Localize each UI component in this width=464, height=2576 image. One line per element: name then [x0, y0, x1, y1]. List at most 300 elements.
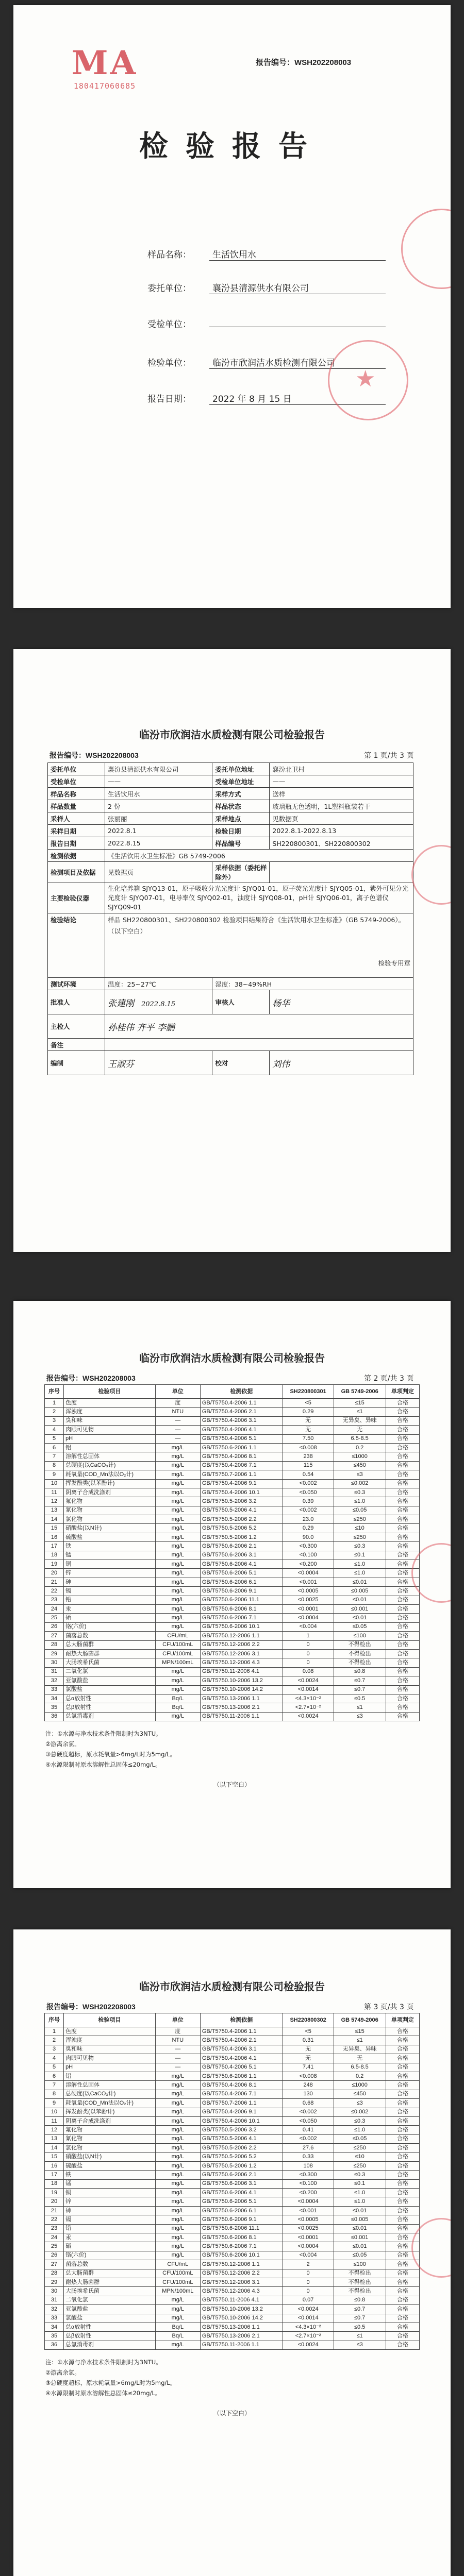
- value-cell: 送样: [270, 788, 413, 800]
- table-row: [45, 2287, 420, 2296]
- table-cell: mg/L: [155, 2134, 200, 2143]
- table-cell: 0: [283, 1649, 334, 1658]
- table-cell: 合格: [386, 2242, 419, 2251]
- table-cell: mg/L: [155, 1569, 200, 1578]
- table-cell: GB/T5750.12-2006 2.2: [200, 1640, 283, 1649]
- table-cell: 6: [45, 2072, 64, 2080]
- table-cell: 合格: [386, 1497, 419, 1506]
- table-cell: 35: [45, 1703, 64, 1712]
- page-header: 临汾市欣润洁水质检测有限公司检验报告: [139, 1352, 325, 1364]
- table-cell: GB/T5750.6-2006 6.1: [200, 2206, 283, 2215]
- table-cell: ≤250: [334, 1515, 386, 1524]
- table-cell: 1: [283, 1632, 334, 1640]
- table-cell: 合格: [386, 2063, 419, 2072]
- table-cell: mg/L: [155, 1452, 200, 1461]
- conclusion-cell: [105, 913, 413, 978]
- table-cell: 30: [45, 2287, 64, 2296]
- table-cell: 合格: [386, 2269, 419, 2278]
- table-cell: mg/L: [155, 1667, 200, 1676]
- table-cell: 5: [45, 2063, 64, 2072]
- table-cell: GB/T5750.4-2006 7.1: [200, 1461, 283, 1470]
- table-cell: GB/T5750.12-2006 4.3: [200, 2287, 283, 2296]
- table-cell: ≤1.0: [334, 2197, 386, 2206]
- table-cell: 26: [45, 2251, 64, 2260]
- check-label: 校对: [212, 1051, 270, 1075]
- table-cell: 合格: [386, 1542, 419, 1551]
- table-cell: 23: [45, 1596, 64, 1604]
- table-cell: mg/L: [155, 1712, 200, 1721]
- table-cell: ≤0.05: [334, 2134, 386, 2143]
- table-cell: 耗氧量(COD_Mn法以O₂计): [64, 1470, 156, 1479]
- table-cell: ≤0.5: [334, 1694, 386, 1703]
- label-cell: 采样日期: [48, 825, 105, 837]
- table-row: [45, 2206, 420, 2215]
- table-cell: 合格: [386, 1712, 419, 1721]
- table-cell: 合格: [386, 1416, 419, 1425]
- table-cell: mg/L: [155, 2099, 200, 2108]
- table-cell: CFU/100mL: [155, 1640, 200, 1649]
- table-row: [45, 1399, 420, 1408]
- table-cell: ≤0.8: [334, 2296, 386, 2304]
- table-cell: 1: [45, 2027, 64, 2036]
- table-cell: GB/T5750.6-2006 9.1: [200, 2215, 283, 2224]
- table-row: [45, 1578, 420, 1586]
- table-cell: 22: [45, 1587, 64, 1596]
- table-cell: 0.2: [334, 1443, 386, 1452]
- table-cell: 合格: [386, 1667, 419, 1676]
- table-cell: ≤3: [334, 2341, 386, 2349]
- table-cell: 0.08: [283, 1667, 334, 1676]
- table-cell: —: [155, 1416, 200, 1425]
- table-cell: GB/T5750.11-2006 4.1: [200, 1667, 283, 1676]
- table-row: [45, 1416, 420, 1425]
- cover-row-label: 委托单位：: [147, 283, 191, 294]
- note-line: ②游离余氯。: [45, 1740, 80, 1748]
- label-cell: 受检单位: [48, 775, 105, 788]
- table-cell: 度: [155, 2027, 200, 2036]
- table-cell: ≤0.01: [334, 2242, 386, 2251]
- label-cell: 样品编号: [212, 837, 270, 850]
- table-cell: mg/L: [155, 2072, 200, 2080]
- table-cell: ≤0.05: [334, 1622, 386, 1631]
- table-cell: mg/L: [155, 2144, 200, 2153]
- table-cell: 12: [45, 2126, 64, 2134]
- table-cell: 合格: [386, 1551, 419, 1560]
- table-cell: mg/L: [155, 2126, 200, 2134]
- table-cell: 7.50: [283, 1434, 334, 1443]
- table-row: [45, 1551, 420, 1560]
- table-cell: GB/T5750.6-2006 4.1: [200, 1560, 283, 1569]
- table-cell: 3: [45, 2045, 64, 2054]
- table-row: [45, 1443, 420, 1452]
- table-cell: ≤0.3: [334, 1542, 386, 1551]
- value-cell: ——: [270, 775, 413, 788]
- table-row: [45, 1461, 420, 1470]
- table-cell: <0.0004: [283, 1569, 334, 1578]
- label-cell: 采样人: [48, 812, 105, 825]
- table-cell: GB/T5750.5-2006 2.2: [200, 1515, 283, 1524]
- table-cell: GB/T5750.6-2006 6.1: [200, 1578, 283, 1586]
- table-cell: GB/T5750.13-2006 2.1: [200, 2332, 283, 2341]
- table-row: [45, 1712, 420, 1721]
- table-cell: GB/T5750.13-2006 1.1: [200, 2323, 283, 2331]
- column-header: 单项判定: [386, 1385, 419, 1399]
- table-cell: 二氧化氯: [64, 1667, 156, 1676]
- table-cell: ≤0.01: [334, 2224, 386, 2233]
- table-cell: <0.001: [283, 1578, 334, 1586]
- table-cell: 7: [45, 1452, 64, 1461]
- table-cell: ≤0.05: [334, 2251, 386, 2260]
- table-row: [48, 978, 413, 990]
- table-cell: 总α放射性: [64, 1694, 156, 1703]
- table-cell: ≤10: [334, 1524, 386, 1533]
- cover-page: [13, 5, 451, 608]
- cover-row-sample: [147, 247, 386, 261]
- table-cell: GB/T5750.4-2006 4.1: [200, 2054, 283, 2063]
- table-row: [48, 1051, 413, 1075]
- column-header: 检验项目: [64, 2013, 156, 2027]
- table-cell: 合格: [386, 1524, 419, 1533]
- table-row: [45, 2189, 420, 2197]
- table-cell: 25: [45, 1614, 64, 1622]
- label-cell: 采样地点: [212, 812, 270, 825]
- table-cell: 合格: [386, 2116, 419, 2125]
- table-cell: mg/L: [155, 1497, 200, 1506]
- table-notes: [45, 1728, 176, 1770]
- note-line: ③总硬度超标，原水耗氧量>6mg/L时为5mg/L。: [45, 2379, 176, 2386]
- table-cell: 10: [45, 1479, 64, 1488]
- table-cell: 铁: [64, 1542, 156, 1551]
- table-cell: mg/L: [155, 2081, 200, 2090]
- table-cell: 2: [45, 1408, 64, 1416]
- table-cell: 色度: [64, 1399, 156, 1408]
- table-cell: —: [155, 1426, 200, 1434]
- table-cell: mg/L: [155, 2189, 200, 2197]
- info-table: [47, 762, 413, 1075]
- table-cell: 铬(六价): [64, 1622, 156, 1631]
- table-cell: mg/L: [155, 1506, 200, 1515]
- table-cell: 挥发酚类(以苯酚计): [64, 1479, 156, 1488]
- label-cell: 委托单位地址: [212, 763, 270, 775]
- table-cell: 合格: [386, 2197, 419, 2206]
- table-row: [45, 2341, 420, 2349]
- table-cell: 14: [45, 2144, 64, 2153]
- table-cell: 2: [45, 2036, 64, 2045]
- table-cell: mg/L: [155, 2305, 200, 2314]
- table-cell: 氰化物: [64, 2134, 156, 2143]
- label-cell: 采样方式: [212, 788, 270, 800]
- table-cell: GB/T5750.11-2006 1.1: [200, 1712, 283, 1721]
- remark-label: 备注: [48, 1039, 105, 1051]
- table-cell: <0.050: [283, 2116, 334, 2125]
- table-row: [45, 2063, 420, 2072]
- table-cell: ≤0.005: [334, 2215, 386, 2224]
- table-cell: mg/L: [155, 2215, 200, 2224]
- table-row: [45, 1515, 420, 1524]
- table-cell: CFU/100mL: [155, 1649, 200, 1658]
- table-cell: 6: [45, 1443, 64, 1452]
- table-cell: GB/T5750.4-2006 5.1: [200, 2063, 283, 2072]
- table-cell: 合格: [386, 2153, 419, 2161]
- table-cell: 度: [155, 1399, 200, 1408]
- table-cell: 合格: [386, 1622, 419, 1631]
- table-cell: 合格: [386, 2054, 419, 2063]
- method-label: 采样依据（委托样除外）: [212, 862, 270, 883]
- table-cell: GB/T5750.4-2006 8.1: [200, 1452, 283, 1461]
- table-cell: 34: [45, 1694, 64, 1703]
- table-cell: <0.0005: [283, 1587, 334, 1596]
- data-table: [44, 2013, 420, 2350]
- table-cell: 砷: [64, 1578, 156, 1586]
- table-row: [45, 2215, 420, 2224]
- table-cell: CFU/mL: [155, 1632, 200, 1640]
- approver-cell: [105, 990, 212, 1014]
- table-cell: GB/T5750.13-2006 1.1: [200, 1694, 283, 1703]
- table-cell: <0.200: [283, 1560, 334, 1569]
- table-cell: GB/T5750.6-2006 3.1: [200, 1551, 283, 1560]
- table-cell: ≤0.01: [334, 1578, 386, 1586]
- table-cell: 0.39: [283, 1497, 334, 1506]
- table-cell: 23: [45, 2224, 64, 2233]
- table-cell: 合格: [386, 1506, 419, 1515]
- table-cell: 11: [45, 1488, 64, 1497]
- table-cell: mg/L: [155, 2251, 200, 2260]
- table-cell: 硫酸盐: [64, 2161, 156, 2170]
- table-cell: ≤1: [334, 2332, 386, 2341]
- table-cell: 无: [283, 2045, 334, 2054]
- page-number: 第 1 页/共 3 页: [364, 752, 414, 760]
- table-cell: 铅: [64, 2224, 156, 2233]
- table-row: [45, 2054, 420, 2063]
- table-row: [45, 2081, 420, 2090]
- table-cell: ≤1.0: [334, 2189, 386, 2197]
- table-cell: GB/T5750.5-2006 5.2: [200, 2153, 283, 2161]
- table-row: [45, 2278, 420, 2286]
- table-cell: <0.0001: [283, 1604, 334, 1613]
- table-cell: 合格: [386, 1461, 419, 1470]
- table-cell: —: [155, 2054, 200, 2063]
- table-cell: 肉眼可见物: [64, 2054, 156, 2063]
- table-cell: 总硬度(以CaCO₃计): [64, 1461, 156, 1470]
- table-cell: ≤3: [334, 1712, 386, 1721]
- table-cell: ≤0.01: [334, 1614, 386, 1622]
- table-row: [45, 2269, 420, 2278]
- table-cell: GB/T5750.12-2006 4.3: [200, 1658, 283, 1667]
- table-cell: 8: [45, 2090, 64, 2098]
- cover-row-value: 生活饮用水: [209, 247, 386, 261]
- tester-label: 主检人: [48, 1014, 105, 1039]
- table-cell: mg/L: [155, 1542, 200, 1551]
- table-cell: 34: [45, 2323, 64, 2331]
- reviewer-signature: 杨华: [272, 998, 290, 1009]
- table-row: [45, 1488, 420, 1497]
- value-cell: ——: [105, 775, 212, 788]
- table-cell: GB/T5750.6-2006 11.1: [200, 2224, 283, 2233]
- items-label: 检测项目及依据: [48, 862, 105, 883]
- table-cell: 无异臭、异味: [334, 1416, 386, 1425]
- table-cell: <0.002: [283, 1506, 334, 1515]
- env-humidity: 湿度：38~49%RH: [212, 978, 413, 990]
- note-line: ③总硬度超标，原水耗氧量>6mg/L时为5mg/L。: [45, 1751, 176, 1758]
- label-cell: 样品数量: [48, 800, 105, 812]
- table-row: [45, 1408, 420, 1416]
- table-cell: 20: [45, 1569, 64, 1578]
- table-header-row: [45, 2013, 420, 2027]
- table-cell: 31: [45, 2296, 64, 2304]
- table-cell: 合格: [386, 1604, 419, 1613]
- table-cell: ≤3: [334, 1470, 386, 1479]
- table-row: [45, 1703, 420, 1712]
- table-cell: mg/L: [155, 2224, 200, 2233]
- table-cell: 合格: [386, 2189, 419, 2197]
- table-cell: ≤0.3: [334, 1488, 386, 1497]
- table-cell: <0.001: [283, 2206, 334, 2215]
- table-cell: CFU/mL: [155, 2260, 200, 2269]
- table-cell: ≤10: [334, 2153, 386, 2161]
- table-row: [45, 2108, 420, 2116]
- table-cell: 10: [45, 2108, 64, 2116]
- basis-value: 《生活饮用水卫生标准》GB 5749-2006: [105, 850, 413, 862]
- table-cell: <0.0014: [283, 1685, 334, 1694]
- table-row: [48, 862, 413, 883]
- table-cell: mg/L: [155, 1479, 200, 1488]
- table-cell: 28: [45, 1640, 64, 1649]
- table-cell: ≤3: [334, 2099, 386, 2108]
- table-cell: 22: [45, 2215, 64, 2224]
- table-row: [45, 2161, 420, 2170]
- table-cell: 无: [283, 2054, 334, 2063]
- table-cell: 16: [45, 2161, 64, 2170]
- table-cell: GB/T5750.7-2006 1.1: [200, 2099, 283, 2108]
- table-cell: 合格: [386, 2278, 419, 2286]
- table-row: [45, 2036, 420, 2045]
- table-cell: ≤0.001: [334, 2233, 386, 2242]
- red-seal-edge: [401, 209, 451, 289]
- table-cell: pH: [64, 2063, 156, 2072]
- table-cell: 合格: [386, 1479, 419, 1488]
- table-cell: 合格: [386, 2215, 419, 2224]
- table-cell: 合格: [386, 1596, 419, 1604]
- column-header: 检测依据: [200, 1385, 283, 1399]
- table-cell: 6.5-8.5: [334, 2063, 386, 2072]
- table-cell: GB/T5750.13-2006 2.1: [200, 1703, 283, 1712]
- env-label: 测试环境: [48, 978, 105, 990]
- table-row: [45, 2251, 420, 2260]
- table-cell: 合格: [386, 1703, 419, 1712]
- table-cell: 合格: [386, 1488, 419, 1497]
- table-cell: GB/T5750.5-2006 4.1: [200, 1506, 283, 1515]
- column-header: 检测依据: [200, 2013, 283, 2027]
- table-cell: <2.7×10⁻²: [283, 1703, 334, 1712]
- table-cell: 合格: [386, 1685, 419, 1694]
- table-row: [48, 800, 413, 812]
- table-cell: ≤1.0: [334, 1497, 386, 1506]
- table-cell: pH: [64, 1434, 156, 1443]
- table-cell: GB/T5750.11-2006 4.1: [200, 2296, 283, 2304]
- table-cell: mg/L: [155, 1604, 200, 1613]
- table-cell: 0.54: [283, 1470, 334, 1479]
- table-cell: GB/T5750.4-2006 9.1: [200, 2108, 283, 2116]
- table-cell: GB/T5750.4-2006 9.1: [200, 1479, 283, 1488]
- equipment-label: 主要检验仪器: [48, 883, 105, 913]
- table-cell: GB/T5750.5-2006 2.2: [200, 2144, 283, 2153]
- table-cell: 4: [45, 2054, 64, 2063]
- table-cell: ≤1: [334, 1408, 386, 1416]
- table-cell: <0.0024: [283, 2305, 334, 2314]
- table-row: [45, 2099, 420, 2108]
- table-row: [45, 1560, 420, 1569]
- table-cell: GB/T5750.10-2006 14.2: [200, 1685, 283, 1694]
- table-cell: 16: [45, 1533, 64, 1541]
- table-row: [48, 837, 413, 850]
- table-cell: GB/T5750.6-2006 10.1: [200, 1622, 283, 1631]
- table-cell: GB/T5750.4-2006 2.1: [200, 1408, 283, 1416]
- table-row: [45, 2233, 420, 2242]
- column-header: 单位: [155, 1385, 200, 1399]
- table-cell: <0.0004: [283, 2242, 334, 2251]
- table-cell: 合格: [386, 2161, 419, 2170]
- table-cell: <0.0025: [283, 2224, 334, 2233]
- table-cell: 菌落总数: [64, 2260, 156, 2269]
- table-cell: ≤1.0: [334, 2126, 386, 2134]
- table-cell: 无: [283, 1426, 334, 1434]
- table-cell: 5: [45, 1434, 64, 1443]
- conclusion-label: 检验结论: [48, 913, 105, 978]
- report-number: 报告编号：WSH202208003: [49, 751, 139, 759]
- table-row: [45, 1434, 420, 1443]
- table-cell: 大肠埃希氏菌: [64, 1658, 156, 1667]
- table-cell: 248: [283, 2081, 334, 2090]
- table-cell: 合格: [386, 1426, 419, 1434]
- items-value: 见数据页: [105, 862, 212, 883]
- table-cell: mg/L: [155, 1533, 200, 1541]
- table-cell: ≤0.3: [334, 2171, 386, 2179]
- table-cell: ≤0.01: [334, 2206, 386, 2215]
- compiler-cell: [105, 1051, 212, 1075]
- table-cell: 21: [45, 2206, 64, 2215]
- page-header: 临汾市欣润洁水质检测有限公司检验报告: [139, 1980, 325, 1993]
- table-cell: 浑浊度: [64, 1408, 156, 1416]
- table-cell: —: [155, 2045, 200, 2054]
- table-cell: 合格: [386, 2179, 419, 2188]
- table-row: [48, 1014, 413, 1039]
- label-cell: 受检单位地址: [212, 775, 270, 788]
- table-cell: <0.0001: [283, 2233, 334, 2242]
- table-cell: GB/T5750.6-2006 7.1: [200, 2242, 283, 2251]
- table-cell: 20: [45, 2197, 64, 2206]
- table-cell: 铅: [64, 1596, 156, 1604]
- column-header: 序号: [45, 2013, 64, 2027]
- table-cell: 9: [45, 2099, 64, 2108]
- report-page-1: [13, 649, 451, 1252]
- table-cell: 阴离子合成洗涤剂: [64, 1488, 156, 1497]
- table-cell: ≤0.002: [334, 2108, 386, 2116]
- table-row: [48, 883, 413, 913]
- table-cell: 合格: [386, 1632, 419, 1640]
- table-cell: MPN/100mL: [155, 2287, 200, 2296]
- table-cell: 21: [45, 1578, 64, 1586]
- table-cell: 锌: [64, 2197, 156, 2206]
- table-row: [48, 825, 413, 837]
- table-cell: mg/L: [155, 2179, 200, 2188]
- table-cell: Bq/L: [155, 2332, 200, 2341]
- table-row: [45, 1632, 420, 1640]
- table-row: [48, 788, 413, 800]
- table-cell: 不得检出: [334, 1640, 386, 1649]
- compiler-label: 编制: [48, 1051, 105, 1075]
- table-cell: <0.100: [283, 2179, 334, 2188]
- table-cell: 14: [45, 1515, 64, 1524]
